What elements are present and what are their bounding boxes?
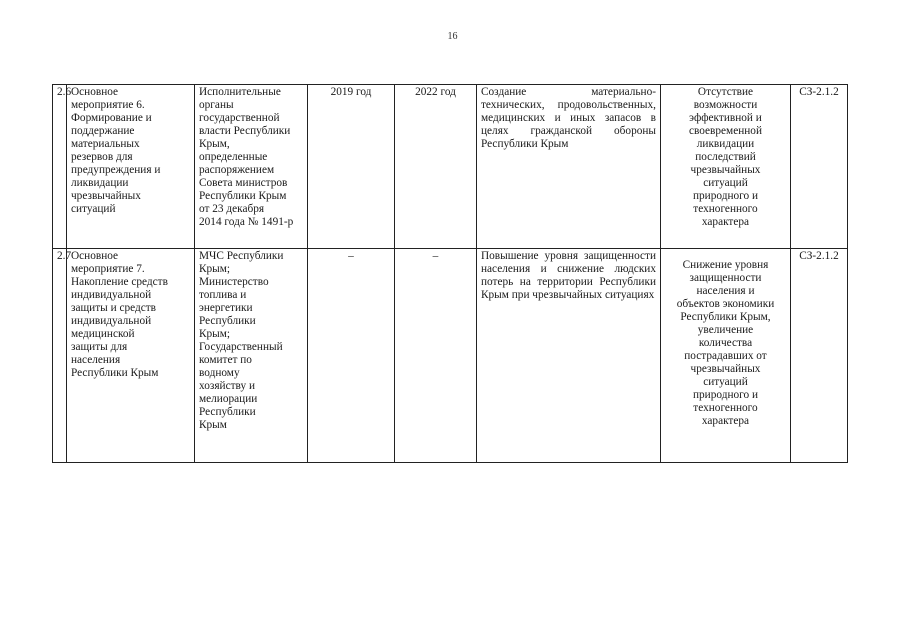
indicator-code: СЗ-2.1.2: [791, 85, 848, 249]
expected-result: Отсутствие возможности эффективной и своевременной ликвидации последствий чрезвычайных ситуаций природного и техногенного характера: [688, 86, 763, 228]
measures-table: [52, 84, 848, 463]
start-year: –: [308, 249, 395, 463]
table-row: [53, 249, 848, 463]
page-number: 16: [447, 31, 458, 42]
end-year: 2022 год: [395, 85, 477, 249]
table-row: [53, 85, 848, 249]
start-year: 2019 год: [308, 85, 395, 249]
expected-result: Снижение уровня защищенности населения и объектов экономики Республики Крым, увеличение количества пострадавших от чрезвычайных ситуаций природного и техногенного характера: [676, 259, 775, 427]
executor: Исполнительные органы государственной власти Республики Крым, определенные распоряжением Совета министров Республики Крым от 23 декабря 2014 года № 1491-р: [199, 86, 294, 228]
executor: МЧС Республики Крым; Министерство топлива и энергетики Республики Крым; Государственный комитет по водному хозяйству и мелиорации Республики Крым: [199, 250, 284, 431]
measure-content: Создание материально-технических, продовольственных, медицинских и иных запасов в целях гражданской обороны Республики Крым: [481, 86, 656, 150]
indicator-code: СЗ-2.1.2: [791, 249, 848, 463]
row-number: 2.7: [53, 249, 67, 463]
measure-content: Повышение уровня защищенности населения и снижение людских потерь на территории Республики Крым при чрезвычайных ситуациях: [481, 250, 656, 301]
end-year: –: [395, 249, 477, 463]
measure-name: Основное мероприятие 7. Накопление средств индивидуальной защиты и средств индивидуальной медицинской защиты для населения Республики Крым: [71, 250, 168, 379]
measure-name: Основное мероприятие 6. Формирование и поддержание материальных резервов для предупреждения и ликвидации чрезвычайных ситуаций: [71, 86, 161, 215]
row-number: 2.6: [53, 85, 67, 249]
